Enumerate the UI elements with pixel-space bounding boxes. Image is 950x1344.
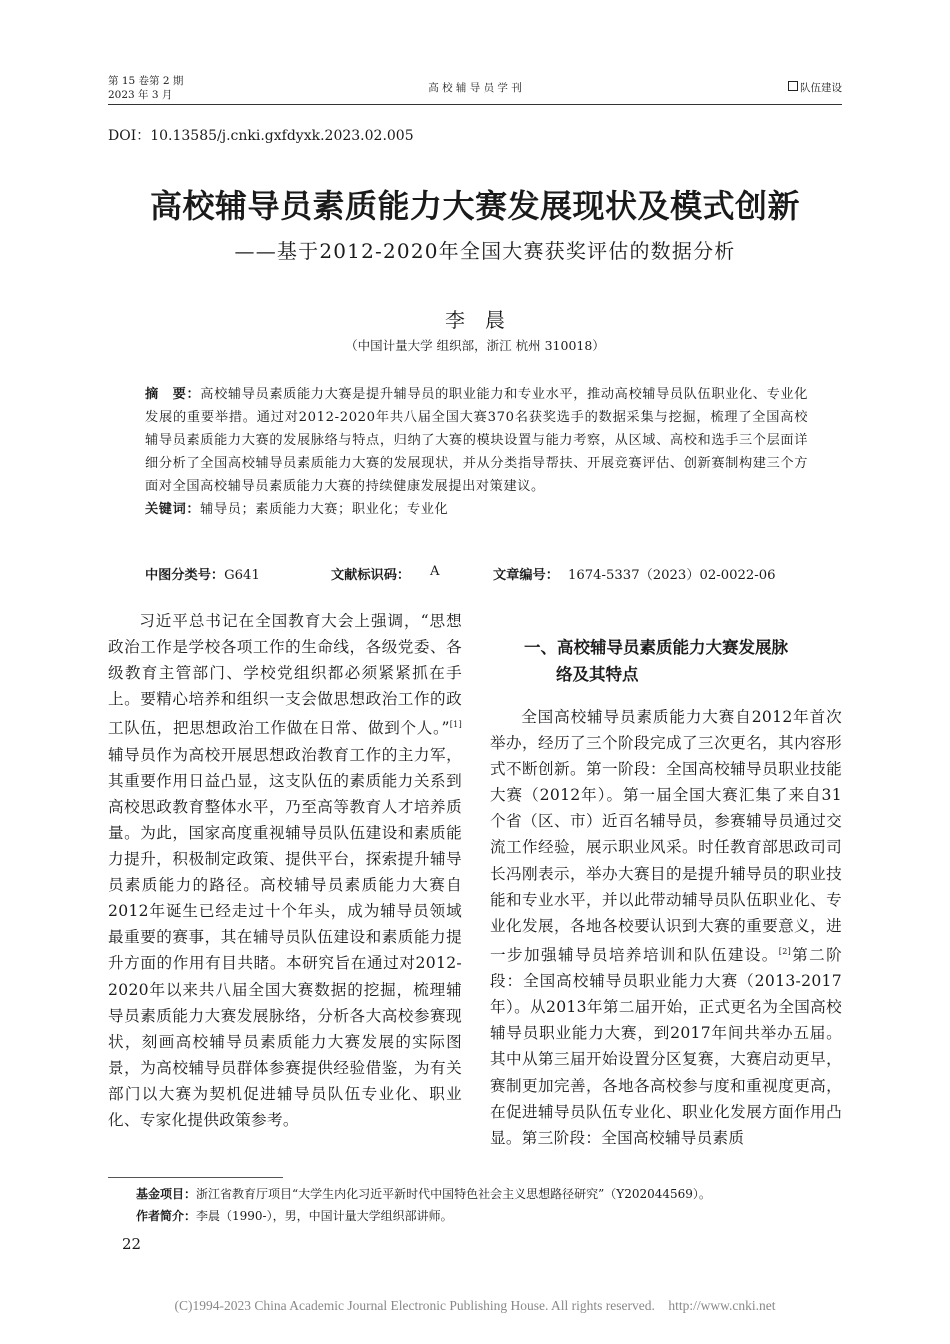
author-note [136, 1205, 842, 1227]
right-column [490, 634, 842, 1151]
ref-2: [2] [778, 946, 792, 956]
author-note-text: 李晨（1990-），男，中国计量大学组织部讲师。 [196, 1209, 453, 1223]
page-title: 高校辅导员素质能力大赛发展现状及模式创新 [149, 187, 800, 225]
abstract-label: 摘 要： [145, 387, 201, 402]
intro-text: 习近平总书记在全国教育大会上强调，“思想政治工作是学校各项工作的生命线，各级党委、各级教育主管部门、学校党组织都必须紧紧抓在手上。要精心培养和组织一支会做思想政治工作的政工队伍，把思想政治工作做在日常、做到个人。” [108, 612, 462, 738]
date-text: 2023 年 3 月 [108, 89, 173, 101]
section-heading-line1: 一、高校辅导员素质能力大赛发展脉 [524, 638, 788, 657]
section-mark-icon [788, 81, 798, 91]
classification-row [145, 564, 808, 583]
left-column [108, 608, 462, 1133]
section-heading-line2: 络及其特点 [556, 665, 639, 684]
abstract [145, 383, 808, 498]
affiliation: （中国计量大学 组织部，浙江 杭州 310018） [345, 338, 605, 353]
keywords-text: 辅导员；素质能力大赛；职业化；专业化 [200, 502, 449, 517]
volume-text: 第 15 卷第 2 期 [108, 75, 184, 87]
doc-code-label: 文献标识码： [331, 568, 411, 583]
ref-1: [1] [449, 720, 462, 730]
section-text-cont: 第二阶段：全国高校辅导员职业能力大赛（2013-2017年）。从2013年第二届开始，正式更名为全国高校辅导员职业能力大赛，到2017年间共举办五届。其中从第三届开始设置分区复赛，大赛启动更早，赛制更加完善，各地各高校参与度和重视度更高，在促进辅导员队伍专业化、职业化发展方面作用凸显。第三阶段：全国高校辅导员素质 [490, 946, 842, 1147]
page-number: 22 [122, 1235, 142, 1253]
doc-code-value: A [430, 564, 440, 579]
intro-paragraph [108, 608, 462, 1133]
copyright-footer: (C)1994-2023 China Academic Journal Electronic Publishing House. All rights reserved. http://www.cnki.net [174, 1298, 776, 1313]
subtitle: ——基于2012-2020年全国大赛获奖评估的数据分析 [234, 239, 736, 263]
section-paragraph [490, 704, 842, 1151]
fund-text: 浙江省教育厅项目“大学生内化习近平新时代中国特色社会主义思想路径研究”（Y202044569）。 [196, 1187, 711, 1201]
article-no-label: 文章编号： [493, 568, 559, 583]
doi: DOI：10.13585/j.cnki.gxfdyxk.2023.02.005 [108, 128, 414, 144]
footnotes [136, 1183, 842, 1227]
clc-value: G641 [224, 568, 260, 583]
fund-note [136, 1183, 842, 1205]
section-name [788, 81, 842, 95]
intro-text-cont: 辅导员作为高校开展思想政治教育工作的主力军，其重要作用日益凸显，这支队伍的素质能力关系到高校思政教育整体水平，乃至高等教育人才培养质量。为此，国家高度重视辅导员队伍建设和素质能力提升，积极制定政策、提供平台，探索提升辅导员素质能力的路径。高校辅导员素质能力大赛自2012年诞生已经走过十个年头，成为辅导员领域最重要的赛事，其在辅导员队伍建设和素质能力提升方面的作用有目共睹。本研究旨在通过对2012-2020年以来共八届全国大赛数据的挖掘，梳理辅导员素质能力大赛发展脉络，分析各大高校参赛现状，刻画高校辅导员素质能力大赛发展的实际图景，为高校辅导员群体参赛提供经验借鉴，为有关部门以大赛为契机促进辅导员队伍专业化、职业化、专家化提供政策参考。 [108, 745, 462, 1129]
clc-label: 中图分类号： [145, 568, 225, 583]
section-label: 队伍建设 [800, 82, 842, 94]
section-heading [524, 634, 842, 688]
footnote-rule [108, 1177, 283, 1178]
abstract-text: 高校辅导员素质能力大赛是提升辅导员的职业能力和专业水平，推动高校辅导员队伍职业化、专业化发展的重要举措。通过对2012-2020年共八届全国大赛370名获奖选手的数据采集与挖掘，梳理了全国高校辅导员素质能力大赛的发展脉络与特点，归纳了大赛的模块设置与能力考察，从区域、高校和选手三个层面详细分析了全国高校辅导员素质能力大赛的发展现状，并从分类指导帮扶、开展竞赛评估、创新赛制构建三个方面对全国高校辅导员素质能力大赛的持续健康发展提出对策建议。 [145, 387, 808, 494]
author-name: 李 晨 [445, 308, 505, 332]
fund-label: 基金项目： [136, 1187, 197, 1201]
keywords [145, 498, 808, 521]
section-text: 全国高校辅导员素质能力大赛自2012年首次举办，经历了三个阶段完成了三次更名，其内容形式不断创新。第一阶段：全国高校辅导员职业技能大赛（2012年）。第一届全国大赛汇集了来自31个省（区、市）近百名辅导员，参赛辅导员通过交流工作经验，展示职业风采。时任教育部思政司司长冯刚表示，举办大赛目的是提升辅导员的职业技能和专业水平，并以此带动辅导员队伍职业化、专业化发展，各地各校要认识到大赛的重要意义，进一步加强辅导员培养培训和队伍建设。 [490, 708, 842, 965]
author-note-label: 作者简介： [136, 1209, 197, 1223]
header-rule [108, 104, 842, 105]
article-no-value: 1674-5337（2023）02-0022-06 [568, 568, 776, 583]
abstract-block [145, 383, 808, 521]
journal-name: 高 校 辅 导 员 学 刊 [428, 82, 522, 94]
keywords-label: 关键词： [145, 502, 201, 517]
